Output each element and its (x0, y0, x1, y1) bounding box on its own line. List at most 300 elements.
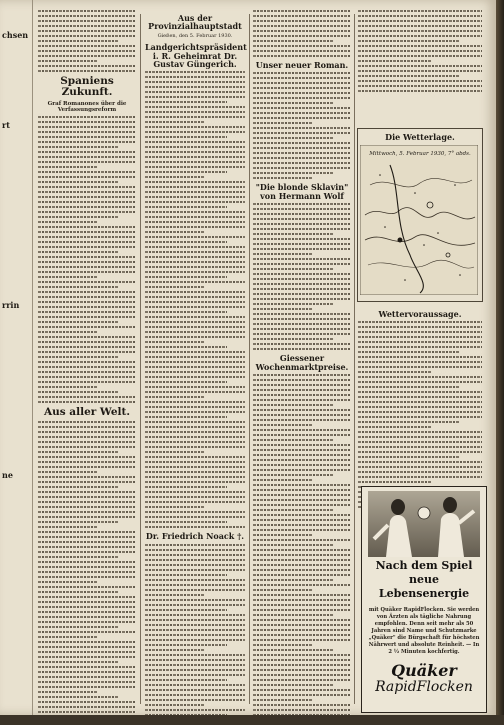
text-line (145, 296, 245, 298)
text-line (253, 328, 351, 330)
text-line (253, 589, 312, 591)
text-line (38, 211, 136, 213)
text-line (253, 157, 351, 159)
text-line (145, 156, 245, 158)
text-line (38, 311, 136, 313)
text-line (145, 589, 245, 591)
text-line (145, 106, 245, 108)
text-line (145, 81, 245, 83)
text-line (145, 251, 245, 253)
text-line (38, 331, 97, 333)
text-line (38, 516, 136, 518)
column-rule (354, 14, 355, 704)
text-line (38, 291, 136, 293)
text-line (358, 386, 460, 388)
text-line (358, 481, 432, 483)
text-line (253, 509, 333, 511)
text-line (145, 699, 245, 701)
text-line (145, 604, 245, 606)
text-line (253, 30, 351, 32)
text-line (38, 596, 136, 598)
text-line (38, 646, 136, 648)
text-line (253, 238, 351, 240)
text-line (253, 634, 351, 636)
text-line (38, 156, 136, 158)
text-line (358, 396, 482, 398)
text-line (145, 549, 245, 551)
text-line (253, 278, 351, 280)
text-line (38, 561, 136, 563)
text-line (253, 444, 351, 446)
text-line (145, 446, 245, 448)
text-line (253, 132, 351, 134)
text-line (145, 511, 245, 513)
text-line (145, 431, 245, 433)
text-line (145, 679, 227, 681)
text-line (145, 376, 245, 378)
text-line (253, 539, 351, 541)
text-line (38, 151, 136, 153)
text-line (358, 461, 482, 463)
text-line (38, 301, 136, 303)
text-line (38, 566, 136, 568)
text-line (253, 484, 351, 486)
text-line (358, 451, 482, 453)
text-line (38, 116, 136, 118)
text-line (38, 376, 136, 378)
column-2 (145, 10, 245, 715)
text-line (253, 464, 351, 466)
body-text-block (38, 421, 136, 715)
text-line (253, 469, 351, 471)
text-line (253, 534, 312, 536)
text-line (253, 564, 351, 566)
text-line (38, 50, 136, 52)
article-headline: Spaniens Zukunft. (60, 75, 114, 99)
text-line (145, 146, 245, 148)
text-line (38, 466, 136, 468)
text-line (358, 15, 482, 17)
text-line (145, 501, 245, 503)
text-line (38, 15, 136, 17)
text-line (145, 371, 245, 373)
text-line (38, 141, 136, 143)
text-line (358, 35, 482, 37)
text-line (358, 336, 482, 338)
text-line (38, 236, 136, 238)
text-line (145, 406, 245, 408)
text-line (145, 624, 245, 626)
text-line (253, 253, 312, 255)
text-line (145, 634, 245, 636)
text-line (358, 60, 432, 62)
ad-brand-name: Quäker (391, 661, 457, 680)
text-line (38, 711, 136, 713)
text-line (358, 10, 482, 12)
previous-page-sliver (0, 0, 33, 715)
text-line (145, 151, 245, 153)
text-line (145, 526, 245, 528)
text-line (253, 77, 351, 79)
text-line (253, 409, 351, 411)
text-line (253, 489, 351, 491)
text-line (145, 71, 245, 73)
text-line (145, 704, 205, 706)
text-line (253, 87, 351, 89)
text-line (38, 20, 136, 22)
weather-box (357, 128, 483, 302)
ad-body: mit Quäker RapidFlocken. Sie werden von Ärzten als tägliche Nahrung empfohlen. Denn seit mehr als 50 Jahren sind Name und Schutzmarke „Quäker" die Bürgschaft für höchsten Nährwert und absolute Reinheit. — In 2 ½ Minuten kochfertig. (368, 607, 480, 656)
text-line (38, 591, 118, 593)
text-line (145, 609, 227, 611)
text-line (253, 414, 351, 416)
text-line (38, 526, 97, 528)
text-line (38, 191, 136, 193)
column-1 (38, 10, 136, 715)
text-line (253, 348, 351, 350)
text-line (253, 258, 351, 260)
text-line (358, 466, 482, 468)
text-line (253, 223, 351, 225)
body-text-block (358, 321, 482, 508)
text-line (145, 276, 227, 278)
text-line (358, 431, 482, 433)
text-line (253, 654, 351, 656)
text-line (145, 161, 245, 163)
text-line (38, 146, 118, 148)
text-line (253, 524, 351, 526)
text-line (38, 381, 136, 383)
text-line (145, 221, 245, 223)
text-line (358, 376, 482, 378)
text-line (145, 491, 245, 493)
ad-brand (362, 663, 486, 694)
text-line (253, 82, 351, 84)
text-line (253, 283, 351, 285)
text-line (145, 166, 245, 168)
text-line (145, 476, 245, 478)
text-line (145, 226, 245, 228)
text-line (253, 208, 351, 210)
text-line (145, 684, 245, 686)
text-line (38, 266, 136, 268)
text-line (253, 399, 351, 401)
text-line (358, 356, 482, 358)
text-line (38, 256, 136, 258)
text-line (38, 686, 136, 688)
text-line (145, 649, 205, 651)
text-line (38, 276, 97, 278)
text-line (38, 271, 136, 273)
text-line (38, 341, 136, 343)
text-line (145, 411, 245, 413)
text-line (253, 318, 351, 320)
text-line (145, 176, 205, 178)
text-line (253, 644, 312, 646)
text-line (38, 336, 136, 338)
text-line (253, 213, 351, 215)
text-line (38, 586, 136, 588)
text-line (38, 481, 136, 483)
text-line (145, 506, 205, 508)
text-line (145, 266, 245, 268)
text-line (38, 221, 97, 223)
text-line (38, 136, 136, 138)
text-line (38, 206, 136, 208)
text-line (253, 303, 333, 305)
text-line (145, 644, 227, 646)
body-text-block (253, 374, 351, 715)
text-line (145, 291, 245, 293)
ad-headline (362, 559, 486, 600)
text-line (358, 50, 482, 52)
page-bottom-edge (0, 715, 504, 725)
text-line (38, 281, 136, 283)
text-line (145, 201, 245, 203)
text-line (145, 256, 245, 258)
text-line (38, 556, 118, 558)
text-line (358, 85, 482, 87)
text-line (145, 351, 245, 353)
text-line (38, 401, 136, 403)
text-line (358, 341, 482, 343)
text-line (253, 479, 312, 481)
text-line (358, 411, 482, 413)
text-line (253, 529, 351, 531)
text-line (253, 313, 351, 315)
text-line (38, 461, 136, 463)
text-line (253, 203, 351, 205)
text-line (38, 346, 136, 348)
text-line (145, 366, 245, 368)
text-line (145, 86, 245, 88)
text-line (253, 434, 351, 436)
text-line (38, 701, 136, 703)
text-line (145, 391, 245, 393)
text-line (253, 659, 351, 661)
text-line (38, 451, 118, 453)
text-line (145, 584, 245, 586)
text-line (253, 268, 333, 270)
text-line (358, 30, 482, 32)
text-line (145, 421, 245, 423)
text-line (38, 65, 136, 67)
ad-brand-product: RapidFlocken (375, 678, 473, 695)
text-line (358, 55, 482, 57)
text-line (253, 394, 351, 396)
text-line (253, 574, 351, 576)
weather-map-label: Mittwoch, 5. Februar 1930, 7° abds. (369, 151, 471, 157)
text-line (358, 441, 482, 443)
text-line (145, 121, 205, 123)
text-line (253, 25, 351, 27)
text-line (145, 306, 245, 308)
text-line (253, 177, 312, 179)
text-line (358, 70, 482, 72)
text-line (253, 624, 351, 626)
section-headline: Aus aller Welt. (43, 406, 131, 419)
column-4 (358, 10, 482, 95)
text-line (38, 511, 136, 513)
text-line (38, 201, 136, 203)
text-line (38, 10, 136, 12)
text-line (253, 273, 351, 275)
text-line (145, 654, 245, 656)
text-line (358, 346, 482, 348)
text-line (38, 606, 136, 608)
text-line (253, 293, 351, 295)
text-line (38, 386, 97, 388)
text-line (253, 449, 351, 451)
text-line (145, 461, 245, 463)
text-line (253, 218, 351, 220)
text-line (253, 494, 351, 496)
text-line (253, 629, 351, 631)
text-line (38, 251, 118, 253)
text-line (38, 656, 136, 658)
text-line (38, 541, 136, 543)
text-line (145, 559, 245, 561)
ad-photo (368, 491, 480, 557)
text-line (145, 694, 245, 696)
text-line (253, 599, 351, 601)
text-line (358, 40, 460, 42)
text-line (253, 669, 351, 671)
text-line (145, 141, 245, 143)
text-line (38, 171, 136, 173)
text-line (145, 341, 205, 343)
text-line (253, 40, 333, 42)
text-line (253, 554, 351, 556)
text-line (253, 92, 351, 94)
text-line (145, 544, 245, 546)
ad-headline-line3: Lebensenergie (378, 586, 470, 600)
text-line (38, 55, 136, 57)
text-line (145, 569, 245, 571)
text-line (145, 191, 245, 193)
text-line (358, 45, 482, 47)
text-line (38, 431, 136, 433)
obituary-headline: Dr. Friedrich Noack †. (145, 531, 245, 542)
text-line (145, 614, 245, 616)
text-line (145, 136, 227, 138)
text-line (253, 419, 351, 421)
text-line (145, 216, 245, 218)
text-line (253, 504, 351, 506)
text-line (253, 50, 351, 52)
text-line (145, 206, 227, 208)
text-line (38, 35, 136, 37)
text-line (38, 226, 136, 228)
text-line (38, 45, 136, 47)
text-line (253, 454, 351, 456)
text-line (253, 102, 333, 104)
text-line (358, 326, 482, 328)
text-line (145, 316, 245, 318)
text-line (38, 616, 136, 618)
text-line (145, 186, 245, 188)
text-line (145, 689, 245, 691)
text-line (253, 20, 351, 22)
text-line (38, 196, 136, 198)
body-text-block (253, 203, 351, 350)
text-line (358, 25, 482, 27)
text-line (145, 246, 245, 248)
text-line (145, 521, 227, 523)
text-line (145, 664, 245, 666)
text-line (253, 519, 351, 521)
text-line (253, 424, 312, 426)
text-line (253, 379, 351, 381)
text-line (253, 679, 351, 681)
text-line (145, 311, 227, 313)
text-line (253, 288, 351, 290)
text-line (38, 296, 136, 298)
text-line (145, 481, 245, 483)
column-rule (140, 14, 141, 704)
text-line (145, 96, 245, 98)
text-line (253, 15, 351, 17)
text-line (358, 65, 482, 67)
forecast-headline: Wettervoraussage. (378, 309, 462, 319)
text-line (358, 90, 482, 92)
text-line (145, 436, 245, 438)
text-line (145, 261, 245, 263)
text-line (253, 664, 351, 666)
text-line (38, 371, 136, 373)
body-text-block (145, 544, 245, 715)
text-line (253, 45, 351, 47)
text-line (145, 709, 245, 711)
text-line (38, 40, 118, 42)
text-line (253, 137, 333, 139)
text-line (38, 356, 118, 358)
text-line (253, 649, 333, 651)
text-line (38, 706, 136, 708)
text-line (358, 361, 482, 363)
text-line (358, 371, 432, 373)
text-line (145, 281, 245, 283)
text-line (38, 691, 97, 693)
text-line (145, 619, 245, 621)
text-line (358, 331, 482, 333)
text-line (145, 659, 245, 661)
text-line (253, 569, 351, 571)
column-rule (249, 14, 250, 704)
text-line (145, 579, 245, 581)
text-line (253, 263, 351, 265)
text-line (253, 72, 351, 74)
text-line (358, 75, 460, 77)
text-line (253, 584, 351, 586)
body-text-block (253, 10, 351, 57)
text-line (38, 491, 136, 493)
text-line (253, 544, 333, 546)
text-line (358, 391, 482, 393)
text-line (145, 196, 245, 198)
text-line (38, 611, 136, 613)
column-4-lower (358, 306, 482, 511)
text-line (253, 384, 351, 386)
text-line (145, 471, 245, 473)
text-line (38, 601, 136, 603)
text-line (145, 116, 245, 118)
text-line (253, 167, 351, 169)
text-line (145, 639, 245, 641)
text-line (253, 689, 351, 691)
text-line (253, 374, 351, 376)
ad-headline-line1: Nach dem Spiel (375, 559, 473, 572)
